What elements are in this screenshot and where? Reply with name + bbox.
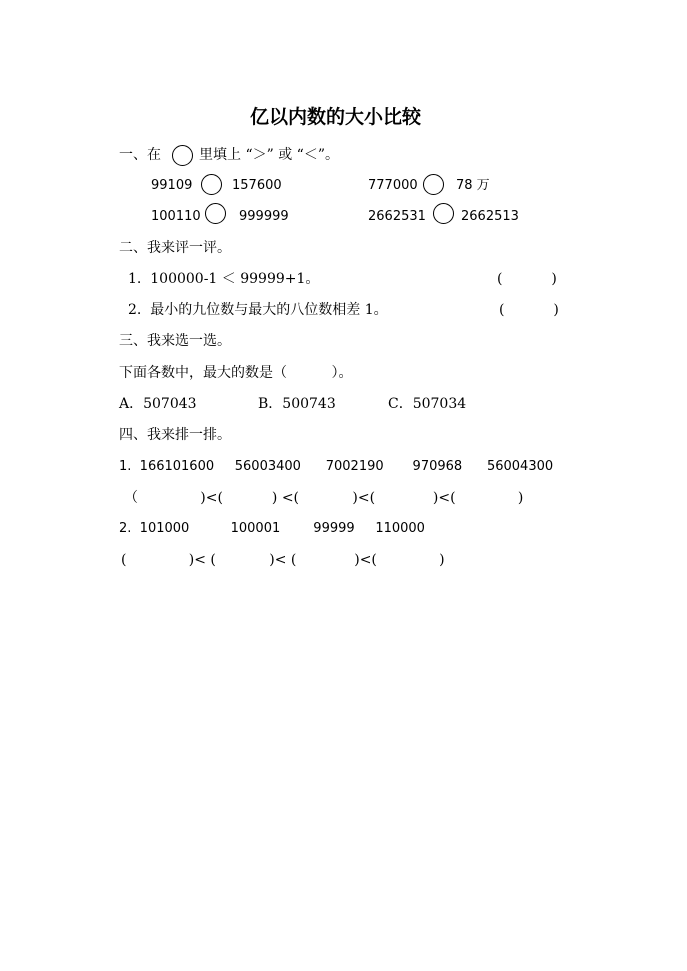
choice-option-a: A．507043 — [119, 396, 197, 412]
judge-question-1: 1. 100000-1 ＜ 99999+1。 — [128, 271, 320, 287]
compare-3b: 999999 — [239, 209, 289, 224]
compare-3a: 100110 — [151, 209, 201, 224]
compare-4a: 2662531 — [368, 209, 426, 224]
compare-1b: 157600 — [232, 178, 282, 193]
compare-2-circle-icon — [423, 174, 444, 195]
order-2-numbers: 2. 101000 100001 99999 110000 — [119, 521, 425, 536]
judge-answer-1: ( ) — [497, 271, 557, 287]
answer-circle-icon — [172, 145, 193, 166]
section1-instruction: 里填上 “＞” 或 “＜”。 — [199, 147, 339, 163]
section3-heading: 三、我来选一选。 — [119, 333, 231, 349]
order-1-blanks: （ )<( ) <( )<( )<( ) — [124, 490, 524, 506]
judge-answer-2: ( ) — [499, 302, 559, 318]
compare-3-circle-icon — [205, 203, 226, 224]
choice-question: 下面各数中，最大的数是（ ）。 — [119, 365, 353, 381]
order-2-blanks: ( )< ( )< ( )<( ) — [121, 552, 445, 568]
compare-1a: 99109 — [151, 178, 193, 193]
section1-lead: 一、在 — [119, 147, 161, 163]
compare-4b: 2662513 — [461, 209, 519, 224]
compare-2a: 777000 — [368, 178, 418, 193]
judge-question-2: 2. 最小的九位数与最大的八位数相差 1。 — [128, 302, 388, 318]
choice-option-c: C．507034 — [388, 396, 467, 412]
compare-2b: 78 万 — [456, 178, 490, 193]
compare-4-circle-icon — [433, 203, 454, 224]
choice-option-b: B．500743 — [258, 396, 336, 412]
section4-heading: 四、我来排一排。 — [119, 427, 231, 443]
section2-heading: 二、我来评一评。 — [119, 240, 231, 256]
page-title: 亿以内数的大小比较 — [250, 106, 422, 128]
compare-1-circle-icon — [201, 174, 222, 195]
order-1-numbers: 1. 166101600 56003400 7002190 970968 56004300 — [119, 459, 554, 474]
